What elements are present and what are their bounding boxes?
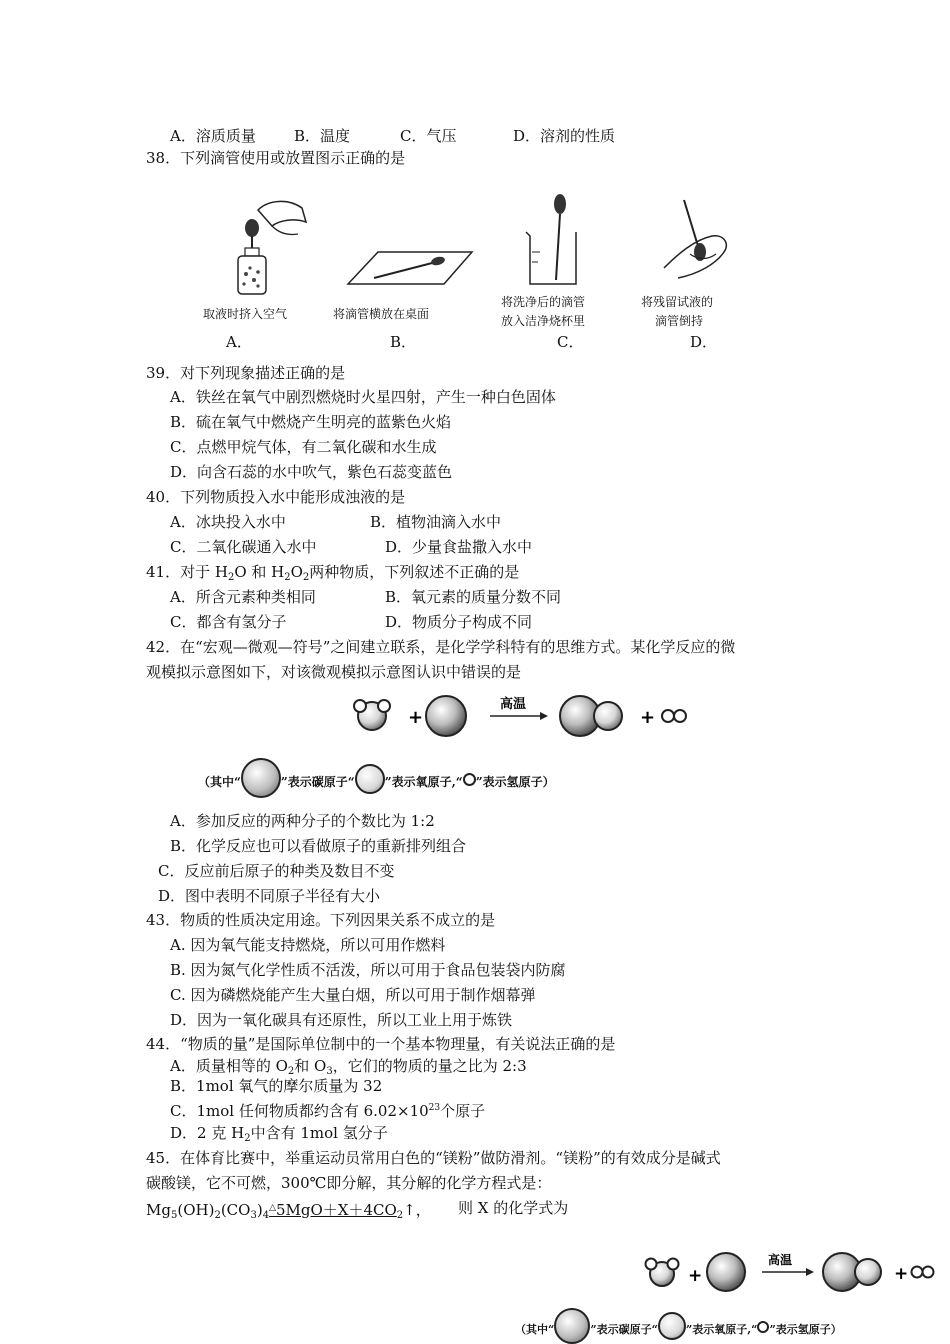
q42-option-d: D．图中表明不同原子半径有大小 (158, 887, 381, 905)
svg-text:+: + (688, 1266, 703, 1286)
q43-option-d: D．因为一氧化碳具有还原性，所以工业上用于炼铁 (170, 1011, 513, 1029)
q40-option-d: D．少量食盐撒入水中 (385, 538, 533, 556)
q45-equation: $Mg_5(OH)_2(CO_3)_4^\triangle 5MgO+X+4CO_2↑$， (146, 1201, 431, 1221)
reaction-diagram-repeat (642, 1246, 938, 1298)
dropper-figure-c (520, 192, 584, 292)
q39-option-c: C．点燃甲烷气体，有二氧化碳和水生成 (170, 438, 437, 456)
fig-d-letter: D． (690, 333, 718, 351)
q44-stem: 44．“物质的量”是国际单位制中的一个基本物理量，有关说法正确的是 (146, 1035, 616, 1053)
reaction-diagram-main (350, 690, 700, 742)
q41-option-d: D．物质分子构成不同 (385, 613, 533, 631)
reaction-legend-main: （其中“ ”表示碳原子“ ”表示氧原子,“ ”表示氢原子） (198, 758, 555, 798)
dropper-figure-b (344, 244, 474, 294)
q42-option-a: A．参加反应的两种分子的个数比为 1:2 (170, 812, 435, 830)
svg-text:+: + (894, 1264, 909, 1284)
q42-option-b: B．化学反应也可以看做原子的重新排列组合 (170, 837, 467, 855)
fig-d-caption-2: 滴管倒持 (655, 314, 704, 328)
q43-option-a: A. 因为氧气能支持燃烧，所以可用作燃料 (170, 936, 446, 954)
carbon-atom-icon (554, 1308, 590, 1344)
hydrogen-atom-icon (463, 773, 476, 786)
q43-stem: 43．物质的性质决定用途。下列因果关系不成立的是 (146, 911, 496, 929)
fig-c-caption-1: 将洗净后的滴管 (501, 295, 586, 309)
fig-d-caption-1: 将残留试液的 (641, 295, 714, 309)
q40-option-b: B．植物油滴入水中 (370, 513, 502, 531)
q38-stem: 38．下列滴管使用或放置图示正确的是 (146, 149, 406, 167)
oxygen-atom-icon (658, 1312, 686, 1340)
q40-option-c: C．二氧化碳通入水中 (170, 538, 317, 556)
q45-stem-line1: 45．在体育比赛中，举重运动员常用白色的“镁粉”做防滑剂。“镁粉”的有效成分是碱式 (146, 1149, 721, 1167)
svg-text:+: + (640, 707, 656, 728)
q39-option-a: A．铁丝在氧气中剧烈燃烧时火星四射，产生一种白色固体 (170, 388, 556, 406)
fig-c-caption-2: 放入洁净烧杯里 (501, 314, 586, 328)
q37-option-a: A．溶质质量 (170, 127, 256, 145)
fig-b-caption: 将滴管横放在桌面 (333, 307, 430, 321)
q39-stem: 39．对下列现象描述正确的是 (146, 364, 346, 382)
condition-label: 高温 (500, 697, 527, 712)
svg-text:高温: 高温 (768, 1253, 793, 1267)
fig-c-letter: C． (557, 333, 584, 351)
hydrogen-atom-icon (757, 1321, 769, 1333)
q37-option-b: B．温度 (294, 127, 351, 145)
dropper-figure-d (654, 194, 734, 284)
q39-option-b: B．硫在氧气中燃烧产生明亮的蓝紫色火焰 (170, 413, 452, 431)
q41-option-a: A．所含元素种类相同 (170, 588, 316, 606)
q40-option-a: A．冰块投入水中 (170, 513, 286, 531)
q42-stem-line1: 42．在“宏观—微观—符号”之间建立联系，是化学学科特有的思维方式。某化学反应的微 (146, 638, 736, 656)
q42-option-c: C．反应前后原子的种类及数目不变 (158, 862, 395, 880)
svg-text:+: + (408, 707, 424, 728)
q40-stem: 40．下列物质投入水中能形成浊液的是 (146, 488, 406, 506)
q41-stem: 41．对于 $H_2O$ 和 $H_2O_2$两种物质，下列叙述不正确的是 (146, 563, 520, 583)
fig-b-letter: B． (390, 333, 417, 351)
oxygen-atom-icon (355, 764, 385, 794)
q45-stem-line2: 碳酸镁，它不可燃，300℃即分解，其分解的化学方程式是： (146, 1174, 552, 1192)
q44-option-d: D．2 克 $H_2$中含有 1mol 氢分子 (170, 1124, 388, 1144)
q44-option-b: B．1mol 氧气的摩尔质量为 32 (170, 1077, 383, 1095)
q42-stem-line2: 观模拟示意图如下，对该微观模拟示意图认识中错误的是 (146, 663, 522, 681)
q39-option-d: D．向含石蕊的水中吹气，紫色石蕊变蓝色 (170, 463, 453, 481)
reaction-legend-repeat: （其中“ ”表示碳原子“ ”表示氧原子,“ ”表示氢原子） (515, 1308, 842, 1344)
q44-option-a: A．质量相等的 $O_2$和 $O_3$，它们的物质的量之比为 2:3 (170, 1057, 527, 1077)
dropper-figure-a (228, 192, 310, 300)
q45-question: 则 X 的化学式为 (458, 1199, 569, 1217)
q41-option-b: B．氧元素的质量分数不同 (385, 588, 562, 606)
q37-option-d: D．溶剂的性质 (513, 127, 616, 145)
fig-a-caption: 取液时挤入空气 (203, 307, 288, 321)
q43-option-c: C. 因为磷燃烧能产生大量白烟，所以可用于制作烟幕弹 (170, 986, 536, 1004)
q37-option-c: C．气压 (400, 127, 457, 145)
q41-option-c: C．都含有氢分子 (170, 613, 287, 631)
carbon-atom-icon (241, 758, 281, 798)
q43-option-b: B. 因为氮气化学性质不活泼，所以可用于食品包装袋内防腐 (170, 961, 566, 979)
q44-option-c: C．1mol 任何物质都约含有 $6.02\times 10^{23}$个原子 (170, 1102, 486, 1120)
fig-a-letter: A． (226, 333, 252, 351)
